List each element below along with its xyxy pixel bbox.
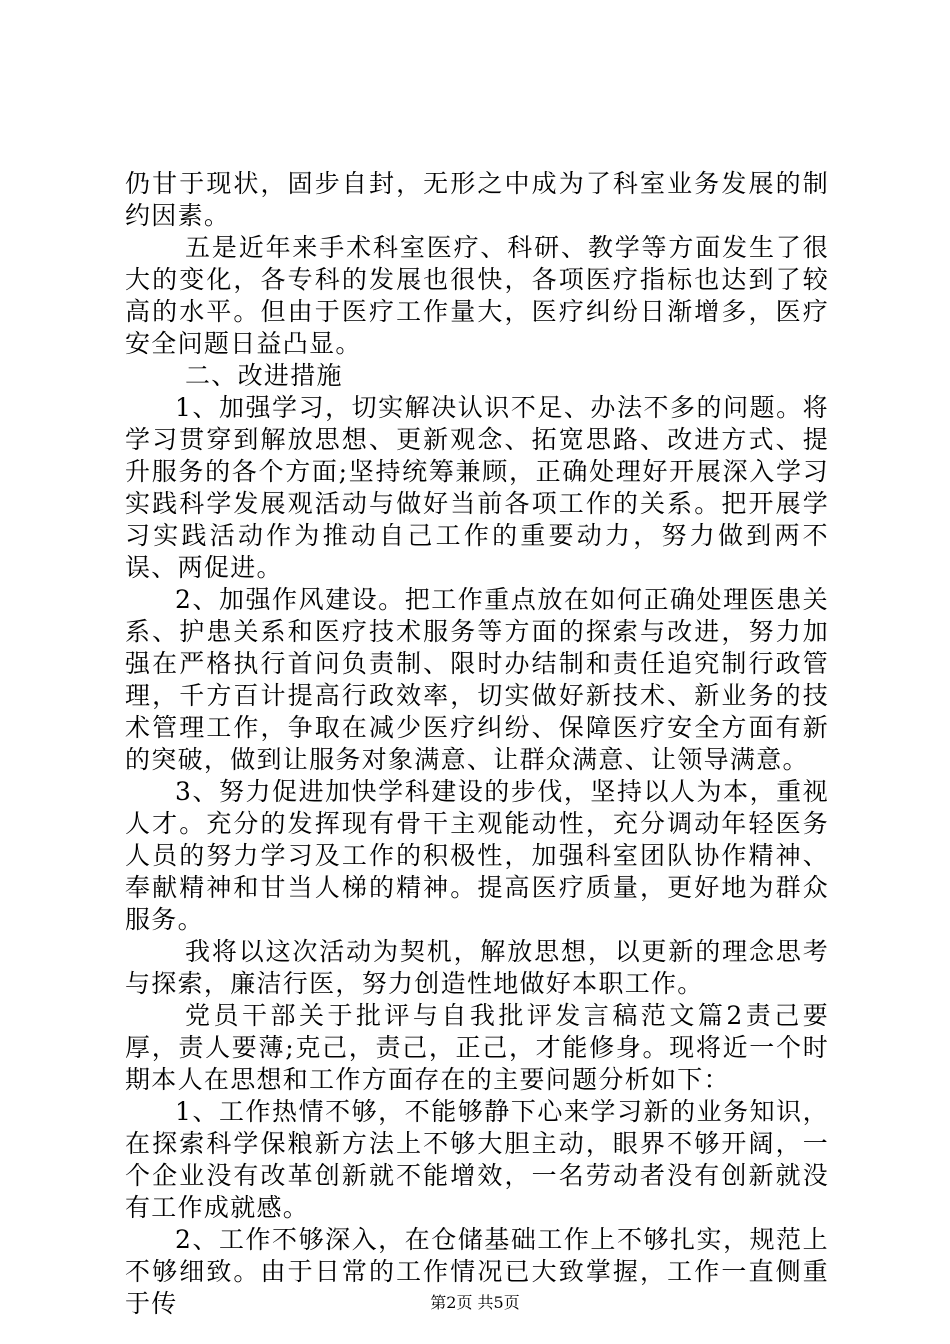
paragraph-point-five: 五是近年来手术科室医疗、科研、教学等方面发生了很大的变化，各专科的发展也很快，各项医疗指标也达到了较高的水平。但由于医疗工作量大，医疗纠纷日渐增多，医疗安全问题日益凸显。 <box>125 233 829 358</box>
paragraph-closing: 我将以这次活动为契机，解放思想，以更新的理念思考与探索，廉洁行医，努力创造性地做好本职工作。 <box>125 937 829 998</box>
page-number-footer: 第2页 共5页 <box>430 1293 520 1312</box>
paragraph-measure-1: 1、加强学习，切实解决认识不足、办法不多的问题。将学习贯穿到解放思想、更新观念、拓宽思路、改进方式、提升服务的各个方面;坚持统筹兼顾，正确处理好开展深入学习实践科学发展观活动与做好当前各项工作的关系。把开展学习实践活动作为推动自己工作的重要动力，努力做到两不误、两促进。 <box>125 393 829 582</box>
paragraph-problem-2: 2、工作不够深入，在仓储基础工作上不够扎实，规范上不够细致。由于日常的工作情况已大致掌握，工作一直侧重于传 <box>125 1225 829 1318</box>
section-heading-improvement-measures: 二、改进措施 <box>185 361 343 390</box>
paragraph-article-2-intro: 党员干部关于批评与自我批评发言稿范文篇2责己要厚，责人要薄;克己，责己，正己，才能修身。现将近一个时期本人在思想和工作方面存在的主要问题分析如下： <box>125 1001 829 1094</box>
document-body <box>125 168 829 1320</box>
paragraph-measure-2: 2、加强作风建设。把工作重点放在如何正确处理医患关系、护患关系和医疗技术服务等方面的探索与改进，努力加强在严格执行首问负责制、限时办结制和责任追究制行政管理，千方百计提高行政效率，切实做好新技术、新业务的技术管理工作，争取在减少医疗纠纷、保障医疗安全方面有新的突破，做到让服务对象满意、让群众满意、让领导满意。 <box>125 585 829 774</box>
paragraph-problem-1: 1、工作热情不够，不能够静下心来学习新的业务知识，在探索科学保粮新方法上不够大胆主动，眼界不够开阔，一个企业没有改革创新就不能增效，一名劳动者没有创新就没有工作成就感。 <box>125 1097 829 1222</box>
paragraph-continuation: 仍甘于现状，固步自封，无形之中成为了科室业务发展的制约因素。 <box>125 169 829 230</box>
paragraph-measure-3: 3、努力促进加快学科建设的步伐，坚持以人为本，重视人才。充分的发挥现有骨干主观能动性，充分调动年轻医务人员的努力学习及工作的积极性，加强科室团队协作精神、奉献精神和甘当人梯的精神。提高医疗质量，更好地为群众服务。 <box>125 777 829 934</box>
